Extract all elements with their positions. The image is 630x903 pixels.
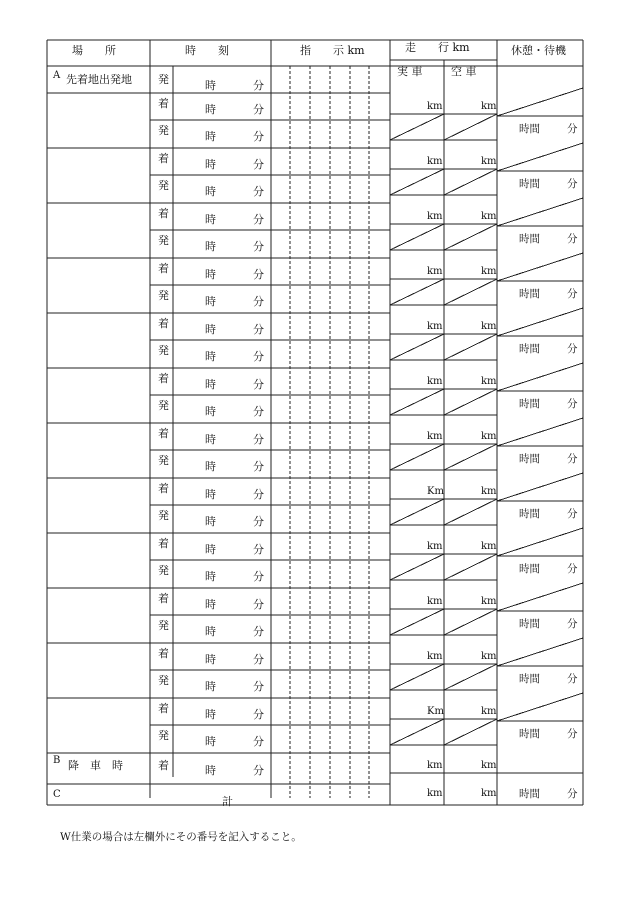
stop-7-depart-hour: 時: [205, 460, 216, 473]
stop-6-depart-minute: 分: [253, 405, 264, 418]
stop-11-arrive-minute: 分: [253, 653, 264, 666]
segment-8-empty-km: km: [481, 486, 497, 497]
stop-7-arrive: 着: [158, 427, 169, 440]
segment-10-rest-slash: [497, 583, 583, 611]
row-b-mark: B: [53, 755, 61, 766]
stop-10-arrive-minute: 分: [253, 598, 264, 611]
segment-2-rest-minute: 分: [567, 178, 578, 190]
stop-4-depart: 発: [158, 289, 169, 302]
stop-2-depart: 発: [158, 179, 169, 192]
stop-9-arrive-minute: 分: [253, 543, 264, 556]
segment-4-empty-slash: [444, 279, 497, 305]
header-time: 時 刻: [185, 44, 229, 57]
stop-2-depart-hour: 時: [205, 185, 216, 198]
row-a-minute: 分: [253, 79, 264, 92]
segment-7-actual-slash: [390, 444, 444, 470]
stop-1-arrive: 着: [158, 97, 169, 110]
segment-11-rest-slash: [497, 638, 583, 666]
segment-9-rest-minute: 分: [567, 563, 578, 575]
segment-4-rest-minute: 分: [567, 288, 578, 300]
stop-8-depart: 発: [158, 509, 169, 522]
stop-2-depart-minute: 分: [253, 185, 264, 198]
c-rest-minute: 分: [567, 788, 578, 800]
row-b-label: 降 車 時: [68, 759, 123, 772]
segment-8-actual-slash: [390, 499, 444, 525]
segment-3-rest-hour: 時間: [519, 233, 540, 245]
stop-12-depart-hour: 時: [205, 735, 216, 748]
segment-2-empty-km: km: [481, 156, 497, 167]
stop-4-arrive-minute: 分: [253, 268, 264, 281]
stop-8-depart-minute: 分: [253, 515, 264, 528]
segment-5-actual-km: km: [427, 321, 443, 332]
stop-12-arrive-minute: 分: [253, 708, 264, 721]
segment-6-actual-km: km: [427, 376, 443, 387]
stop-3-arrive: 着: [158, 207, 169, 220]
header-travel-empty: 空 車: [451, 65, 477, 78]
row-b-hour: 時: [205, 764, 216, 777]
stop-11-arrive: 着: [158, 647, 169, 660]
segment-1-empty-slash: [444, 114, 497, 140]
stop-1-arrive-hour: 時: [205, 103, 216, 116]
segment-9-empty-slash: [444, 554, 497, 580]
segment-11-actual-slash: [390, 664, 444, 690]
segment-3-empty-km: km: [481, 211, 497, 222]
segment-1-empty-km: km: [481, 101, 497, 112]
stop-10-depart-minute: 分: [253, 625, 264, 638]
stop-12-depart-minute: 分: [253, 735, 264, 748]
segment-10-empty-slash: [444, 609, 497, 635]
stop-1-depart-hour: 時: [205, 130, 216, 143]
header-travel-actual: 実 車: [397, 65, 423, 78]
segment-6-rest-minute: 分: [567, 398, 578, 410]
segment-3-rest-minute: 分: [567, 233, 578, 245]
stop-3-arrive-minute: 分: [253, 213, 264, 226]
stop-4-arrive-hour: 時: [205, 268, 216, 281]
header-travel: 走 行 km: [405, 41, 470, 54]
segment-9-actual-slash: [390, 554, 444, 580]
stop-10-depart-hour: 時: [205, 625, 216, 638]
segment-1-rest-minute: 分: [567, 123, 578, 135]
stop-2-arrive-minute: 分: [253, 158, 264, 171]
stop-10-arrive: 着: [158, 592, 169, 605]
segment-8-rest-hour: 時間: [519, 508, 540, 520]
segment-5-empty-km: km: [481, 321, 497, 332]
stop-10-arrive-hour: 時: [205, 598, 216, 611]
stop-6-arrive-minute: 分: [253, 378, 264, 391]
segment-7-rest-hour: 時間: [519, 453, 540, 465]
c-actual-km: km: [427, 788, 443, 799]
stop-1-depart: 発: [158, 124, 169, 137]
stop-5-arrive-hour: 時: [205, 323, 216, 336]
stop-11-depart: 発: [158, 674, 169, 687]
stop-9-depart-minute: 分: [253, 570, 264, 583]
segment-11-rest-hour: 時間: [519, 673, 540, 685]
stop-8-arrive-hour: 時: [205, 488, 216, 501]
row-a-label: 先着地出発地: [66, 73, 132, 86]
stop-6-arrive-hour: 時: [205, 378, 216, 391]
segment-5-rest-slash: [497, 308, 583, 336]
row-a-depart: 発: [158, 73, 169, 86]
stop-5-depart-minute: 分: [253, 350, 264, 363]
stop-12-depart: 発: [158, 729, 169, 742]
segment-6-rest-slash: [497, 363, 583, 391]
segment-12-rest-hour: 時間: [519, 728, 540, 740]
stop-6-depart-hour: 時: [205, 405, 216, 418]
segment-1-rest-slash: [497, 88, 583, 116]
row-b-arrive: 着: [158, 759, 169, 772]
segment-7-empty-km: km: [481, 431, 497, 442]
stop-2-arrive: 着: [158, 152, 169, 165]
stop-4-arrive: 着: [158, 262, 169, 275]
row-a-mark: A: [53, 70, 61, 81]
segment-10-rest-minute: 分: [567, 618, 578, 630]
stop-8-arrive: 着: [158, 482, 169, 495]
segment-7-actual-km: km: [427, 431, 443, 442]
segment-9-actual-km: km: [427, 541, 443, 552]
footer-note: W仕業の場合は左欄外にその番号を記入すること。: [60, 831, 302, 843]
header-place: 場 所: [72, 44, 116, 57]
segment-4-rest-slash: [497, 253, 583, 281]
segment-1-rest-hour: 時間: [519, 123, 540, 135]
segment-4-actual-km: km: [427, 266, 443, 277]
segment-11-empty-slash: [444, 664, 497, 690]
stop-4-depart-minute: 分: [253, 295, 264, 308]
b-actual-km: km: [427, 760, 443, 771]
stop-9-depart-hour: 時: [205, 570, 216, 583]
segment-12-actual-slash: [390, 719, 444, 745]
segment-8-rest-minute: 分: [567, 508, 578, 520]
stop-3-arrive-hour: 時: [205, 213, 216, 226]
segment-9-rest-hour: 時間: [519, 563, 540, 575]
segment-11-rest-minute: 分: [567, 673, 578, 685]
stop-3-depart-minute: 分: [253, 240, 264, 253]
segment-5-rest-minute: 分: [567, 343, 578, 355]
stop-5-depart: 発: [158, 344, 169, 357]
stop-2-arrive-hour: 時: [205, 158, 216, 171]
segment-12-empty-km: km: [481, 706, 497, 717]
segment-5-rest-hour: 時間: [519, 343, 540, 355]
segment-12-actual-km: Km: [427, 706, 444, 717]
segment-3-actual-km: km: [427, 211, 443, 222]
stop-9-arrive-hour: 時: [205, 543, 216, 556]
row-c-mark: C: [53, 789, 61, 800]
segment-6-empty-slash: [444, 389, 497, 415]
segment-3-empty-slash: [444, 224, 497, 250]
b-empty-km: km: [481, 760, 497, 771]
segment-1-actual-slash: [390, 114, 444, 140]
segment-8-rest-slash: [497, 473, 583, 501]
segment-6-actual-slash: [390, 389, 444, 415]
segment-9-empty-km: km: [481, 541, 497, 552]
segment-11-empty-km: km: [481, 651, 497, 662]
segment-4-rest-hour: 時間: [519, 288, 540, 300]
stop-12-arrive: 着: [158, 702, 169, 715]
stop-8-arrive-minute: 分: [253, 488, 264, 501]
c-empty-km: km: [481, 788, 497, 799]
stop-12-arrive-hour: 時: [205, 708, 216, 721]
segment-2-actual-km: km: [427, 156, 443, 167]
stop-11-arrive-hour: 時: [205, 653, 216, 666]
stop-5-arrive: 着: [158, 317, 169, 330]
stop-7-depart: 発: [158, 454, 169, 467]
stop-6-depart: 発: [158, 399, 169, 412]
stop-1-depart-minute: 分: [253, 130, 264, 143]
segment-1-actual-km: km: [427, 101, 443, 112]
segment-12-empty-slash: [444, 719, 497, 745]
segment-2-actual-slash: [390, 169, 444, 195]
stop-11-depart-hour: 時: [205, 680, 216, 693]
stop-5-depart-hour: 時: [205, 350, 216, 363]
stop-10-depart: 発: [158, 619, 169, 632]
row-c-total: 計: [222, 795, 233, 808]
segment-5-actual-slash: [390, 334, 444, 360]
segment-10-empty-km: km: [481, 596, 497, 607]
segment-2-rest-hour: 時間: [519, 178, 540, 190]
segment-6-rest-hour: 時間: [519, 398, 540, 410]
segment-6-empty-km: km: [481, 376, 497, 387]
stop-3-depart: 発: [158, 234, 169, 247]
segment-2-empty-slash: [444, 169, 497, 195]
segment-12-rest-slash: [497, 693, 583, 721]
segment-4-empty-km: km: [481, 266, 497, 277]
stop-5-arrive-minute: 分: [253, 323, 264, 336]
stop-11-depart-minute: 分: [253, 680, 264, 693]
header-meter: 指 示 km: [300, 44, 365, 57]
segment-10-actual-slash: [390, 609, 444, 635]
segment-11-actual-km: km: [427, 651, 443, 662]
stop-7-arrive-minute: 分: [253, 433, 264, 446]
segment-8-actual-km: Km: [427, 486, 444, 497]
segment-7-empty-slash: [444, 444, 497, 470]
segment-7-rest-slash: [497, 418, 583, 446]
stop-7-depart-minute: 分: [253, 460, 264, 473]
stop-6-arrive: 着: [158, 372, 169, 385]
header-rest: 休憩・待機: [511, 44, 566, 57]
stop-1-arrive-minute: 分: [253, 103, 264, 116]
stop-4-depart-hour: 時: [205, 295, 216, 308]
segment-2-rest-slash: [497, 143, 583, 171]
segment-3-actual-slash: [390, 224, 444, 250]
segment-8-empty-slash: [444, 499, 497, 525]
stop-3-depart-hour: 時: [205, 240, 216, 253]
segment-12-rest-minute: 分: [567, 728, 578, 740]
row-a-hour: 時: [205, 79, 216, 92]
segment-5-empty-slash: [444, 334, 497, 360]
segment-4-actual-slash: [390, 279, 444, 305]
segment-10-actual-km: km: [427, 596, 443, 607]
segment-7-rest-minute: 分: [567, 453, 578, 465]
stop-9-arrive: 着: [158, 537, 169, 550]
stop-9-depart: 発: [158, 564, 169, 577]
segment-3-rest-slash: [497, 198, 583, 226]
stop-8-depart-hour: 時: [205, 515, 216, 528]
segment-9-rest-slash: [497, 528, 583, 556]
segment-10-rest-hour: 時間: [519, 618, 540, 630]
stop-7-arrive-hour: 時: [205, 433, 216, 446]
row-b-minute: 分: [253, 764, 264, 777]
c-rest-hour: 時間: [519, 788, 540, 800]
